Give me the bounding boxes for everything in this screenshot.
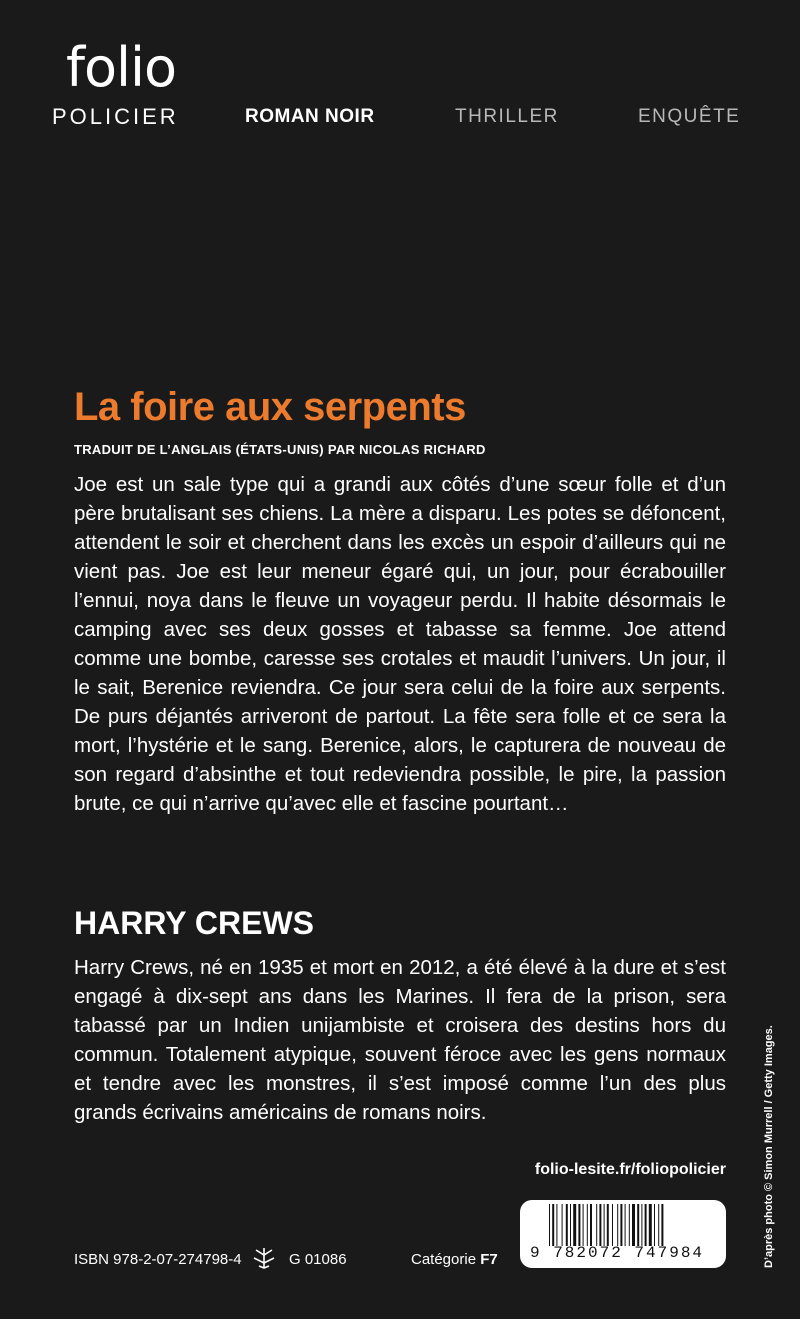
barcode-bars xyxy=(549,1204,717,1246)
barcode-bar xyxy=(573,1204,576,1246)
barcode-bar xyxy=(637,1204,639,1246)
barcode-bar xyxy=(645,1204,647,1246)
barcode-bar xyxy=(599,1204,601,1246)
barcode-bar xyxy=(625,1204,626,1246)
barcode-number: 9 782072 747984 xyxy=(530,1244,705,1262)
barcode-bar xyxy=(612,1204,613,1246)
barcode-bar xyxy=(620,1204,622,1246)
barcode-bar xyxy=(590,1204,592,1246)
barcode-bar xyxy=(661,1204,663,1246)
website-link[interactable]: folio-lesite.fr/foliopolicier xyxy=(534,1161,726,1178)
barcode-bar xyxy=(583,1204,584,1246)
barcode-bar xyxy=(596,1204,597,1246)
barcode-bar xyxy=(604,1204,605,1246)
policier-label: POLICIER xyxy=(52,104,179,129)
barcode-bar xyxy=(587,1204,588,1246)
category-value: F7 xyxy=(480,1251,498,1268)
category-label: Catégorie xyxy=(411,1251,477,1268)
barcode-bar xyxy=(578,1204,580,1246)
barcode-bar xyxy=(570,1204,571,1246)
barcode-bar xyxy=(641,1204,642,1246)
barcode-bar xyxy=(566,1204,568,1246)
author-name: HARRY CREWS xyxy=(74,905,315,941)
isbn: ISBN 978-2-07-274798-4 xyxy=(74,1251,242,1268)
book-title: La foire aux serpents xyxy=(74,385,466,429)
barcode-bar xyxy=(649,1204,652,1246)
category-thriller: THRILLER xyxy=(455,106,559,127)
gallimard-emblem-icon xyxy=(251,1246,277,1270)
author-bio: Harry Crews, né en 1935 et mort en 2012, a été élevé à la dure et s’est engagé à dix-sept ans dans les Marines. Il fera de la prison, sera tabassé par un Indien unijambiste et croisera des destins hors du commun. Totalement atypique, souvent féroce avec les gens normaux et tendre avec les monstres, il s’est imposé comme l’un des plus grands écrivains américains de romans noirs. xyxy=(74,956,726,1124)
category-enquete: ENQUÊTE xyxy=(638,106,741,127)
barcode-bar xyxy=(607,1204,609,1246)
synopsis: Joe est un sale type qui a grandi aux côtés d’une sœur folle et d’un père brutalisant ses chiens. La mère a disparu. Les potes se défoncent, attendent le soir et cherchent dans les excès un espoir d’ailleurs qui ne vient pas. Joe est leur meneur égaré qui, un jour, pour écrabouiller l’ennui, noya dans le fleuve un voyageur perdu. Il habite désormais le camping avec ses deux gosses et tabasse sa femme. Joe attend comme une bombe, caresse ses crotales et maudit l’univers. Un jour, il le sait, Berenice reviendra. Ce jour sera celui de la foire aux serpents. De purs déjantés arriveront de partout. La fête sera folle et ce sera la mort, l’hystérie et le sang. Berenice, alors, le capturera de nouveau de son regard d’absinthe et tout redeviendra possible, le pire, la passion brute, ce qui n’arrive qu’avec elle et fascine pourtant… xyxy=(74,473,726,815)
folio-logo: folio xyxy=(66,36,177,99)
barcode-bar xyxy=(617,1204,618,1246)
barcode xyxy=(520,1200,726,1268)
barcode-bar xyxy=(632,1204,635,1246)
barcode-bar xyxy=(549,1204,550,1246)
photo-credit: D’après photo © Simon Murrell / Getty Images. xyxy=(763,1025,775,1268)
g-code: G 01086 xyxy=(289,1251,347,1268)
barcode-bar xyxy=(658,1204,659,1246)
translator-credit: TRADUIT DE L’ANGLAIS (ÉTATS-UNIS) PAR NICOLAS RICHARD xyxy=(74,442,486,457)
barcode-bar xyxy=(556,1204,557,1246)
barcode-bar xyxy=(654,1204,655,1246)
price-category xyxy=(411,1251,498,1268)
category-roman-noir: ROMAN NOIR xyxy=(245,106,375,127)
barcode-bar xyxy=(562,1204,563,1246)
barcode-bar xyxy=(552,1204,554,1246)
barcode-bar xyxy=(629,1204,630,1246)
